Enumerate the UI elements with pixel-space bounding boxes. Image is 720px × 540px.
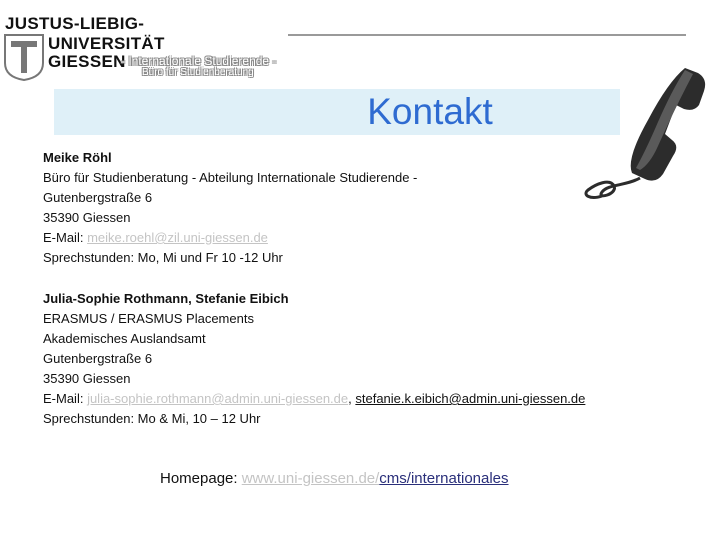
university-t-logo-icon — [3, 33, 45, 81]
contact2-email-link-1[interactable]: julia-sophie.rothmann@admin.uni-giessen.de — [87, 391, 349, 406]
contact1-email-link[interactable]: meike.roehl@zil.uni-giessen.de — [87, 230, 268, 245]
homepage-line — [160, 470, 509, 487]
contact1-hours: Sprechstunden: Mo, Mi und Fr 10 -12 Uhr — [43, 250, 283, 265]
contact1-city: 35390 Giessen — [43, 210, 131, 225]
contact2-office: Akademisches Auslandsamt — [43, 331, 206, 346]
dept-line-2: Büro für Studienberatung — [142, 67, 254, 78]
telephone-handset-icon — [560, 60, 712, 200]
homepage-link-domain[interactable]: www.uni-giessen.de/ — [241, 470, 380, 487]
contact2-program: ERASMUS / ERASMUS Placements — [43, 311, 254, 326]
contact2-email-line — [43, 389, 585, 409]
contact2-email-label: E-Mail: — [43, 391, 88, 406]
dept-line-1: - Internationale Studierende - — [121, 54, 277, 68]
contact1-name: Meike Röhl — [43, 150, 112, 165]
contact1-street: Gutenbergstraße 6 — [43, 190, 153, 205]
contact2-hours: Sprechstunden: Mo & Mi, 10 – 12 Uhr — [43, 411, 261, 426]
email-separator: , — [348, 391, 356, 406]
contact1-email-line — [43, 228, 268, 248]
contact2-street: Gutenbergstraße 6 — [43, 351, 153, 366]
university-logo — [0, 14, 300, 82]
homepage-label: Homepage: — [160, 470, 242, 487]
contact1-email-label: E-Mail: — [43, 230, 88, 245]
header-divider — [288, 34, 686, 36]
homepage-link-path[interactable]: cms/internationales — [379, 470, 509, 487]
logo-line-2: UNIVERSITÄT — [48, 34, 165, 53]
contact2-city: 35390 Giessen — [43, 371, 131, 386]
page-title: Kontakt — [367, 91, 493, 132]
contact1-department: Büro für Studienberatung - Abteilung Internationale Studierende - — [43, 170, 418, 185]
contact2-names: Julia-Sophie Rothmann, Stefanie Eibich — [43, 291, 289, 306]
contact2-email-link-2[interactable]: stefanie.k.eibich@admin.uni-giessen.de — [355, 391, 586, 406]
logo-line-3: GIESSEN — [48, 52, 126, 71]
logo-line-1: JUSTUS-LIEBIG- — [5, 14, 145, 33]
